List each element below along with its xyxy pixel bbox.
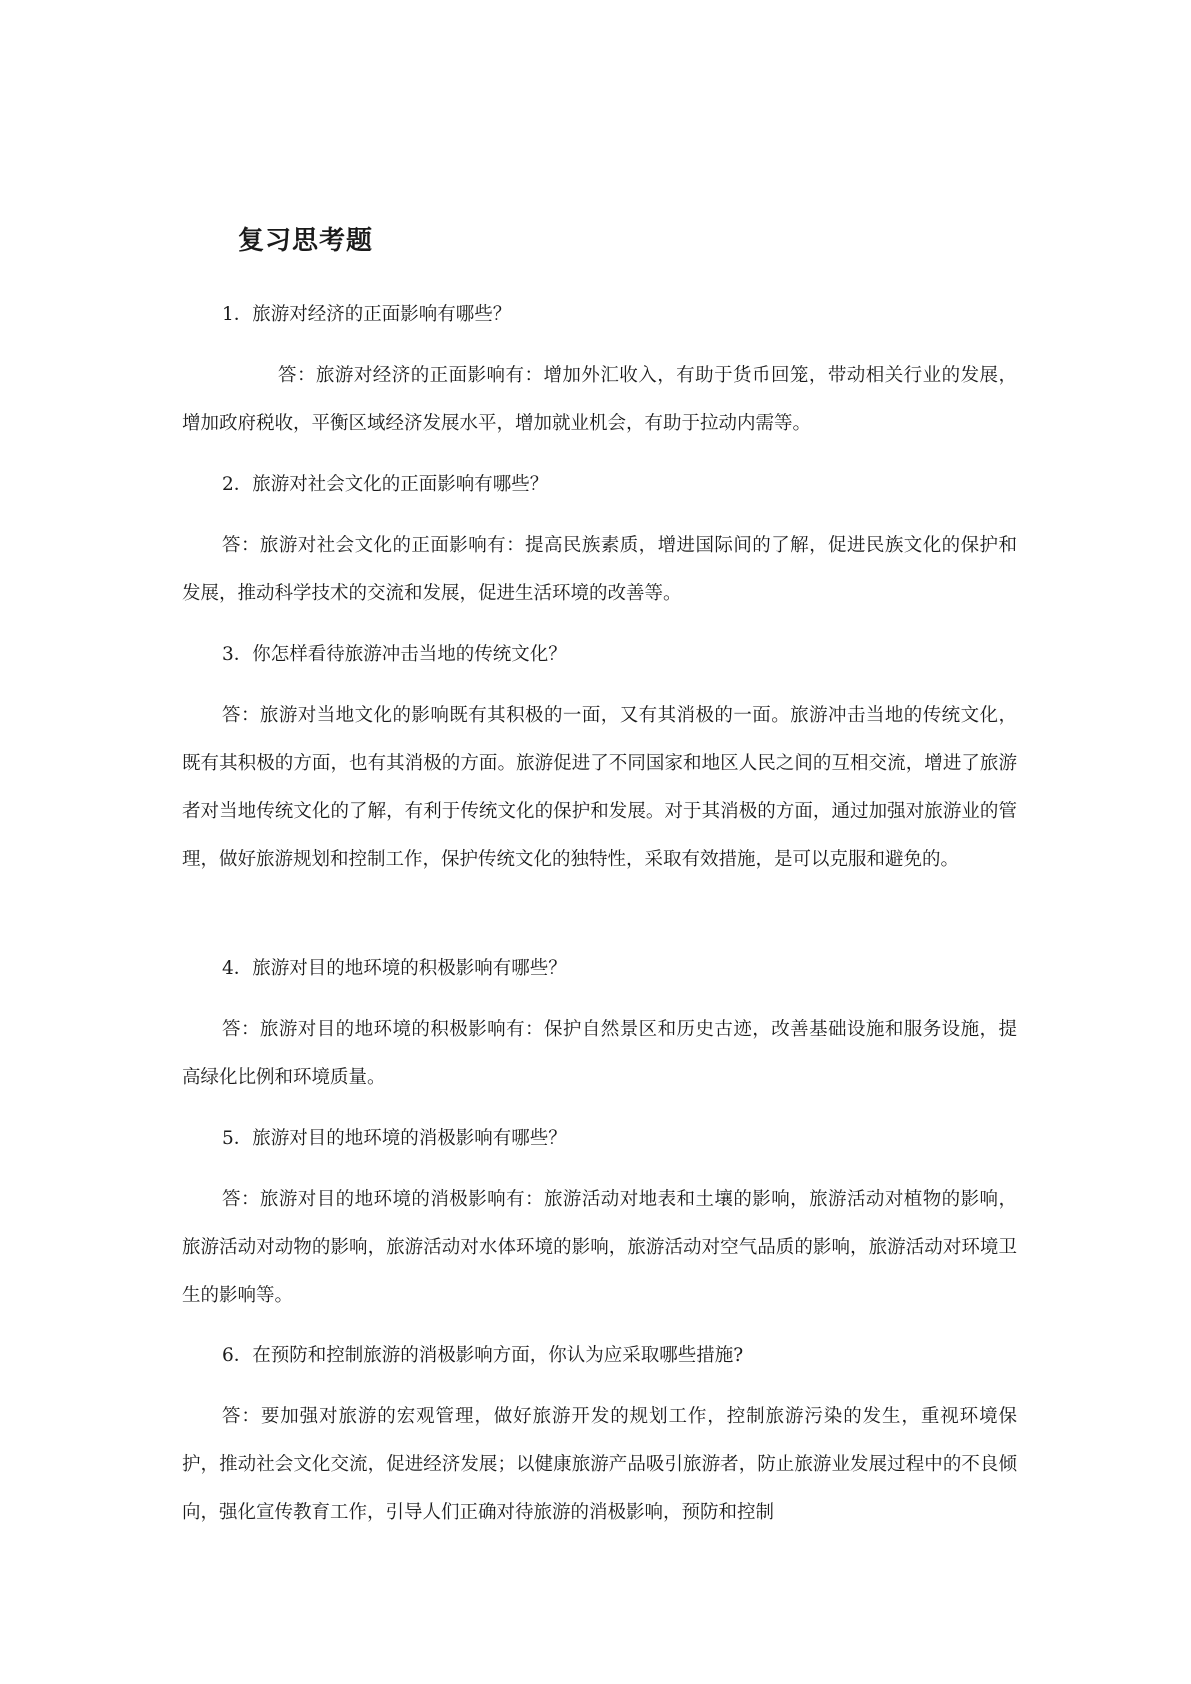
page-title: 复习思考题 <box>238 226 374 256</box>
answer-3: 答：旅游对当地文化的影响既有其积极的一面，又有其消极的一面。旅游冲击当地的传统文化，既有其积极的方面，也有其消极的方面。旅游促进了不同国家和地区人民之间的互相交流，增进了旅游者对当地传统文化的了解，有利于传统文化的保护和发展。对于其消极的方面，通过加强对旅游业的管理，做好旅游规划和控制工作，保护传统文化的独特性，采取有效措施，是可以克服和避免的。 <box>182 705 1017 870</box>
answer-6: 答：要加强对旅游的宏观管理，做好旅游开发的规划工作，控制旅游污染的发生，重视环境保护，推动社会文化交流，促进经济发展；以健康旅游产品吸引旅游者，防止旅游业发展过程中的不良倾向，强化宣传教育工作，引导人们正确对待旅游的消极影响，预防和控制 <box>182 1406 1017 1523</box>
question-5: 5．旅游对目的地环境的消极影响有哪些？ <box>222 1128 567 1149</box>
question-3: 3．你怎样看待旅游冲击当地的传统文化？ <box>222 644 567 665</box>
question-6: 6．在预防和控制旅游的消极影响方面，你认为应采取哪些措施? <box>222 1345 744 1366</box>
answer-4: 答：旅游对目的地环境的积极影响有：保护自然景区和历史古迹，改善基础设施和服务设施，提高绿化比例和环境质量。 <box>182 1019 1017 1088</box>
question-4: 4．旅游对目的地环境的积极影响有哪些？ <box>222 958 567 979</box>
answer-2: 答：旅游对社会文化的正面影响有：提高民族素质，增进国际间的了解，促进民族文化的保护和发展，推动科学技术的交流和发展，促进生活环境的改善等。 <box>182 535 1017 604</box>
question-2: 2．旅游对社会文化的正面影响有哪些？ <box>222 474 549 495</box>
answer-1: 答：旅游对经济的正面影响有：增加外汇收入，有助于货币回笼，带动相关行业的发展，增加政府税收，平衡区域经济发展水平，增加就业机会，有助于拉动内需等。 <box>182 365 1017 434</box>
question-1: 1．旅游对经济的正面影响有哪些？ <box>222 304 512 325</box>
answer-5: 答：旅游对目的地环境的消极影响有：旅游活动对地表和土壤的影响，旅游活动对植物的影响，旅游活动对动物的影响，旅游活动对水体环境的影响，旅游活动对空气品质的影响，旅游活动对环境卫生的影响等。 <box>182 1189 1017 1306</box>
